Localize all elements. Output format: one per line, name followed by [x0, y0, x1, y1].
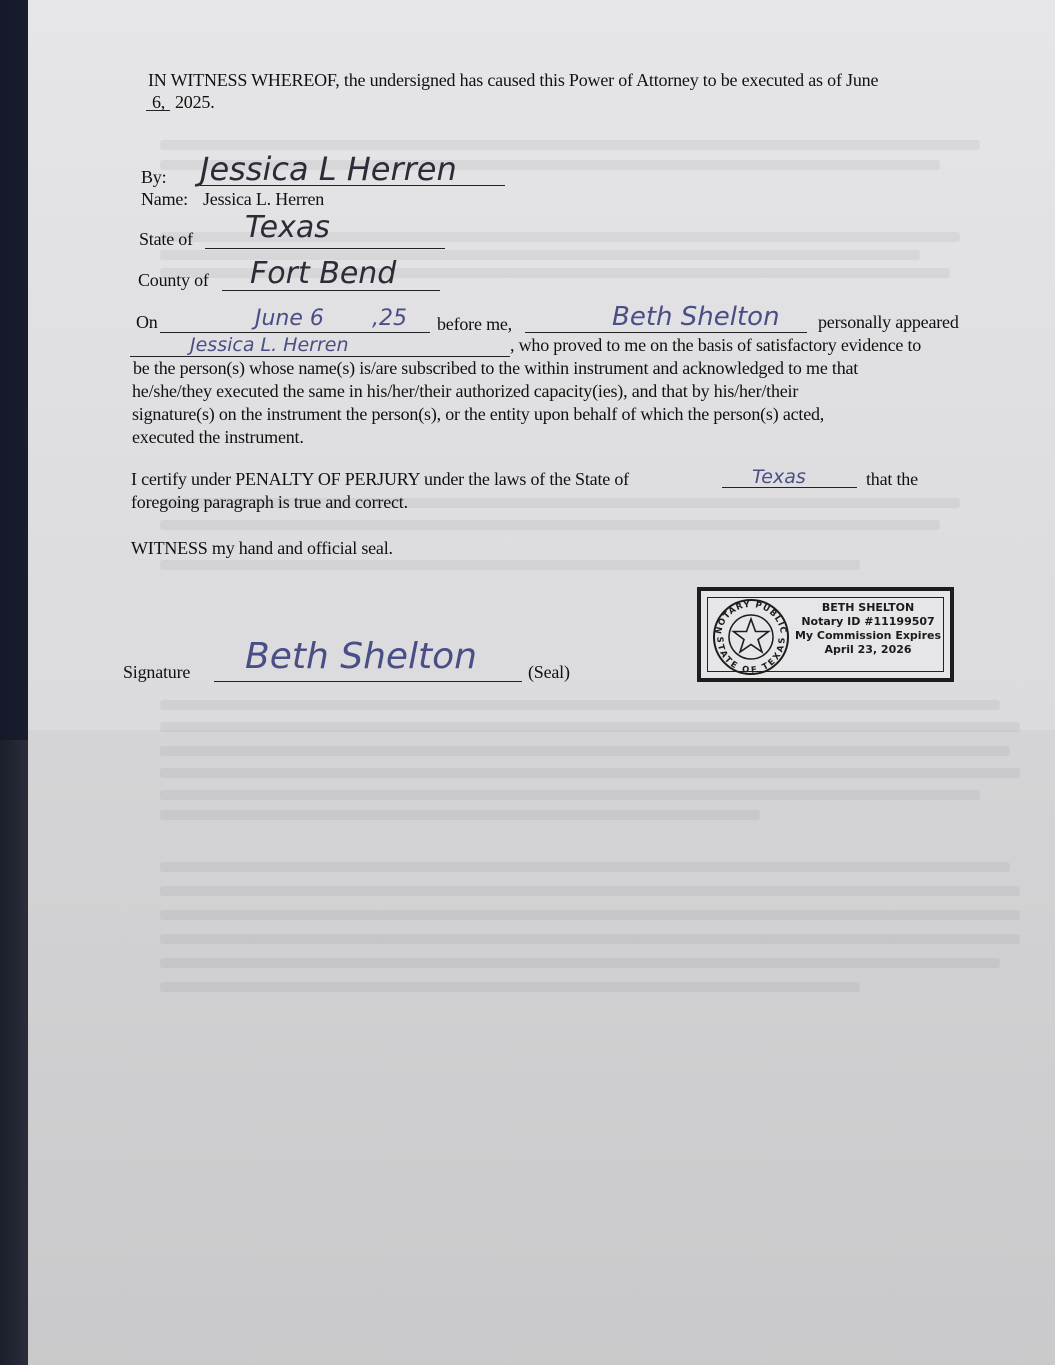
certify-text: I certify under PENALTY OF PERJURY under the laws of the State of: [131, 469, 629, 489]
date-value: June 6: [255, 306, 324, 331]
bleed-through: [160, 768, 1020, 778]
scanner-edge-lower: [0, 740, 28, 1365]
county-value: Fort Bend: [250, 256, 397, 291]
by-label: By:: [141, 167, 167, 187]
bleed-through: [160, 746, 1010, 756]
body-line: signature(s) on the instrument the person(s), or the entity upon behalf of which the person(s) acted,: [132, 404, 825, 424]
before-me-label: before me,: [437, 314, 512, 334]
name-value: Jessica L. Herren: [203, 189, 325, 209]
bleed-through: [160, 934, 1020, 944]
seal-expires-date: April 23, 2026: [824, 643, 912, 656]
notary-name: Beth Shelton: [612, 302, 780, 332]
seal-ring-top: NOTARY PUBLIC: [714, 599, 788, 635]
seal-ring-bottom: STATE OF TEXAS: [714, 636, 788, 676]
seal-text-block: [793, 601, 943, 657]
witness-seal-text: WITNESS my hand and official seal.: [131, 538, 393, 558]
state-value: Texas: [245, 210, 330, 245]
certify-state: Texas: [752, 466, 806, 488]
seal-expires-label: My Commission Expires: [794, 629, 942, 642]
signature-label: Signature: [123, 662, 191, 682]
bleed-through: [160, 982, 860, 992]
seal-label: (Seal): [528, 662, 570, 682]
witness-day: 6,: [152, 92, 166, 112]
bleed-through: [160, 886, 1020, 896]
body-line: executed the instrument.: [132, 427, 304, 447]
witness-clause: IN WITNESS WHEREOF, the undersigned has caused this Power of Attorney to be executed as of June: [148, 70, 879, 90]
bleed-through: [160, 790, 980, 800]
bleed-through: [160, 140, 980, 150]
bleed-through: [160, 910, 1020, 920]
bleed-through: [160, 722, 1020, 732]
state-label: State of: [139, 229, 193, 249]
bleed-through: [160, 862, 1010, 872]
body-line: he/she/they executed the same in his/her/their authorized capacity(ies), and that by his/her/their: [132, 381, 799, 401]
seal-notary-id: Notary ID #11199507: [801, 615, 935, 628]
name-label: Name:: [141, 189, 188, 209]
bleed-through: [160, 520, 940, 530]
on-label: On: [136, 312, 158, 332]
certify-tail: that the: [866, 469, 918, 489]
notary-star-seal-icon: [709, 595, 793, 679]
proved-text: , who proved to me on the basis of satisfactory evidence to: [510, 335, 922, 355]
notary-signature-line: [214, 681, 522, 682]
bleed-through: [160, 700, 1000, 710]
state-line: [205, 248, 445, 249]
appearer-line: [130, 356, 510, 357]
certify-line2: foregoing paragraph is true and correct.: [131, 492, 408, 512]
page-shadow: [28, 730, 1055, 1365]
notary-signature: Beth Shelton: [245, 636, 477, 677]
bleed-through: [160, 958, 1000, 968]
witness-year: 2025.: [175, 92, 215, 112]
county-label: County of: [138, 270, 209, 290]
year-value: ,25: [372, 306, 407, 331]
notary-seal-stamp: [697, 587, 954, 682]
body-line: be the person(s) whose name(s) is/are subscribed to the within instrument and acknowledged to me that: [133, 358, 859, 378]
principal-signature: Jessica L Herren: [200, 150, 457, 188]
notary-name-line: [525, 332, 807, 333]
date-line: [160, 332, 430, 333]
svg-text:STATE OF TEXAS: [714, 636, 787, 675]
bleed-through: [160, 560, 860, 570]
appearer-name: Jessica L. Herren: [190, 334, 349, 356]
seal-notary-name: BETH SHELTON: [821, 601, 915, 614]
personally-appeared: personally appeared: [818, 312, 959, 332]
bleed-through: [160, 810, 760, 820]
